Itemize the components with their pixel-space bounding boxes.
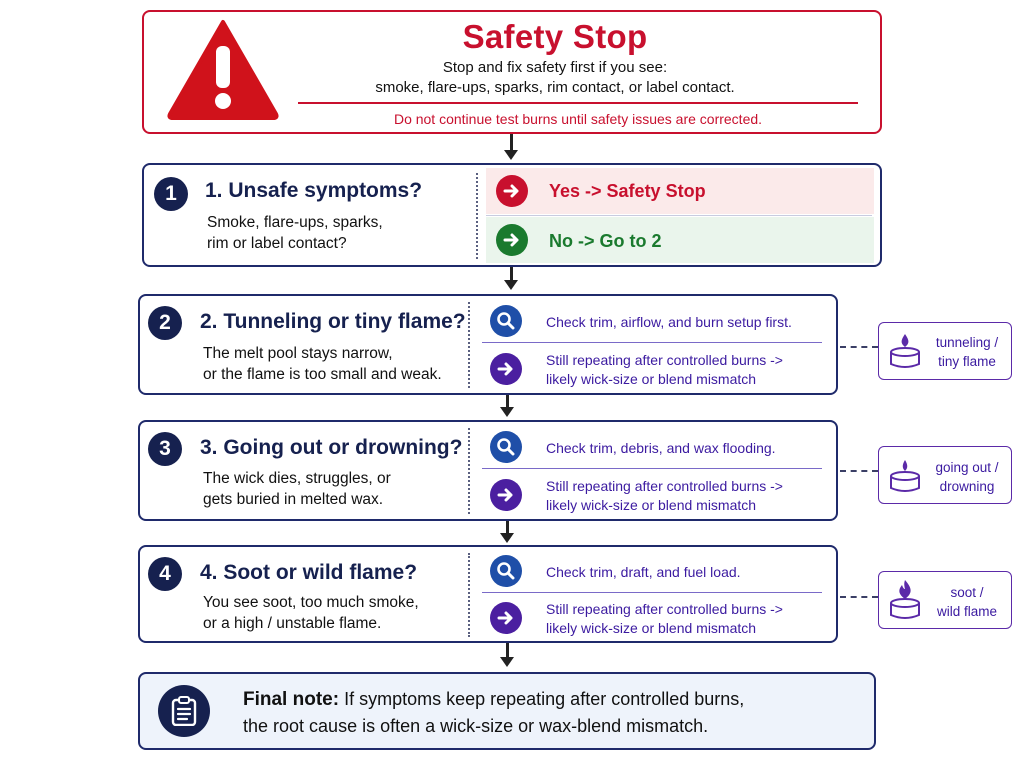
safety-stop-title: Safety Stop <box>462 18 648 55</box>
step-2-number: 2 <box>148 306 182 340</box>
arrow-down-icon <box>500 533 514 543</box>
arrow-down-icon <box>500 407 514 417</box>
step-3-check: Check trim, debris, and wax flooding. <box>546 440 776 456</box>
no-label: No -> Go to 2 <box>549 231 662 251</box>
arrow-right-icon <box>490 353 522 385</box>
divider <box>482 468 822 469</box>
tag-label-line2: wild flame <box>936 604 998 619</box>
final-note-line2: the root cause is often a wick-size or wax-blend mismatch. <box>243 716 709 736</box>
step-2-desc-line2: or the flame is too small and weak. <box>203 366 442 383</box>
arrow-down-icon <box>504 280 518 290</box>
step-1-title: 1. Unsafe symptoms? <box>205 179 423 202</box>
step-4-number: 4 <box>148 557 182 591</box>
connector-line <box>840 346 878 348</box>
connector-line <box>840 596 878 598</box>
warning-triangle-icon <box>166 18 280 120</box>
safety-stop-warning: Do not continue test burns until safety issues are corrected. <box>393 111 763 127</box>
step-3-repeat-line2: likely wick-size or blend mismatch <box>546 497 757 513</box>
final-note-label: Final note: <box>243 689 340 710</box>
candle-icon <box>888 579 922 621</box>
step-1-desc-line2: rim or label contact? <box>207 235 347 252</box>
step-2-repeat-line2: likely wick-size or blend mismatch <box>546 371 757 387</box>
arrow-right-icon <box>490 479 522 511</box>
divider <box>482 342 822 343</box>
step-3-desc-line1: The wick dies, struggles, or <box>203 470 391 487</box>
arrow-down-icon <box>504 150 518 160</box>
step-1-number: 1 <box>154 177 188 211</box>
final-note-box <box>138 672 876 750</box>
connector-line <box>840 470 878 472</box>
candle-icon <box>888 456 922 494</box>
final-note-line1 <box>243 689 744 711</box>
yes-label: Yes -> Safety Stop <box>549 181 706 201</box>
step-2-title: 2. Tunneling or tiny flame? <box>200 310 466 333</box>
step-2-check: Check trim, airflow, and burn setup first. <box>546 314 792 330</box>
step-4-desc-line2: or a high / unstable flame. <box>203 615 382 632</box>
final-note-line1-text: If symptoms keep repeating after controlled burns, <box>344 689 745 709</box>
arrow-right-icon <box>496 224 528 256</box>
step-4-title: 4. Soot or wild flame? <box>200 561 418 584</box>
divider <box>482 592 822 593</box>
step-4-repeat-line2: likely wick-size or blend mismatch <box>546 620 757 636</box>
search-icon <box>490 305 522 337</box>
step-1-desc-line1: Smoke, flare-ups, sparks, <box>207 214 383 231</box>
divider <box>468 553 470 637</box>
step-4-desc-line1: You see soot, too much smoke, <box>203 594 419 611</box>
divider <box>468 302 470 388</box>
step-3-number: 3 <box>148 432 182 466</box>
candle-icon <box>888 332 922 370</box>
clipboard-icon <box>158 685 210 737</box>
divider <box>476 173 478 259</box>
divider <box>468 428 470 514</box>
step-3-desc-line2: gets buried in melted wax. <box>203 491 384 508</box>
divider <box>486 215 872 216</box>
tag-label-line1: going out / <box>935 460 999 475</box>
step-4-check: Check trim, draft, and fuel load. <box>546 564 741 580</box>
search-icon <box>490 555 522 587</box>
step-3-title: 3. Going out or drowning? <box>200 436 463 459</box>
step-2-repeat-line1: Still repeating after controlled burns -> <box>546 352 783 368</box>
step-3-repeat-line1: Still repeating after controlled burns -> <box>546 478 783 494</box>
step-4-repeat-line1: Still repeating after controlled burns -> <box>546 601 783 617</box>
tag-label-line1: tunneling / <box>935 335 999 350</box>
arrow-right-icon <box>496 175 528 207</box>
tag-label-line2: tiny flame <box>938 354 996 369</box>
safety-stop-line2: smoke, flare-ups, sparks, rim contact, or label contact. <box>375 79 735 96</box>
tag-label-line2: drowning <box>939 479 995 494</box>
step-2-desc-line1: The melt pool stays narrow, <box>203 345 393 362</box>
arrow-down-icon <box>500 657 514 667</box>
tag-label-line1: soot / <box>950 585 984 600</box>
divider <box>298 102 858 104</box>
safety-stop-line1: Stop and fix safety first if you see: <box>442 59 668 76</box>
no-row <box>486 217 874 263</box>
arrow-right-icon <box>490 602 522 634</box>
search-icon <box>490 431 522 463</box>
